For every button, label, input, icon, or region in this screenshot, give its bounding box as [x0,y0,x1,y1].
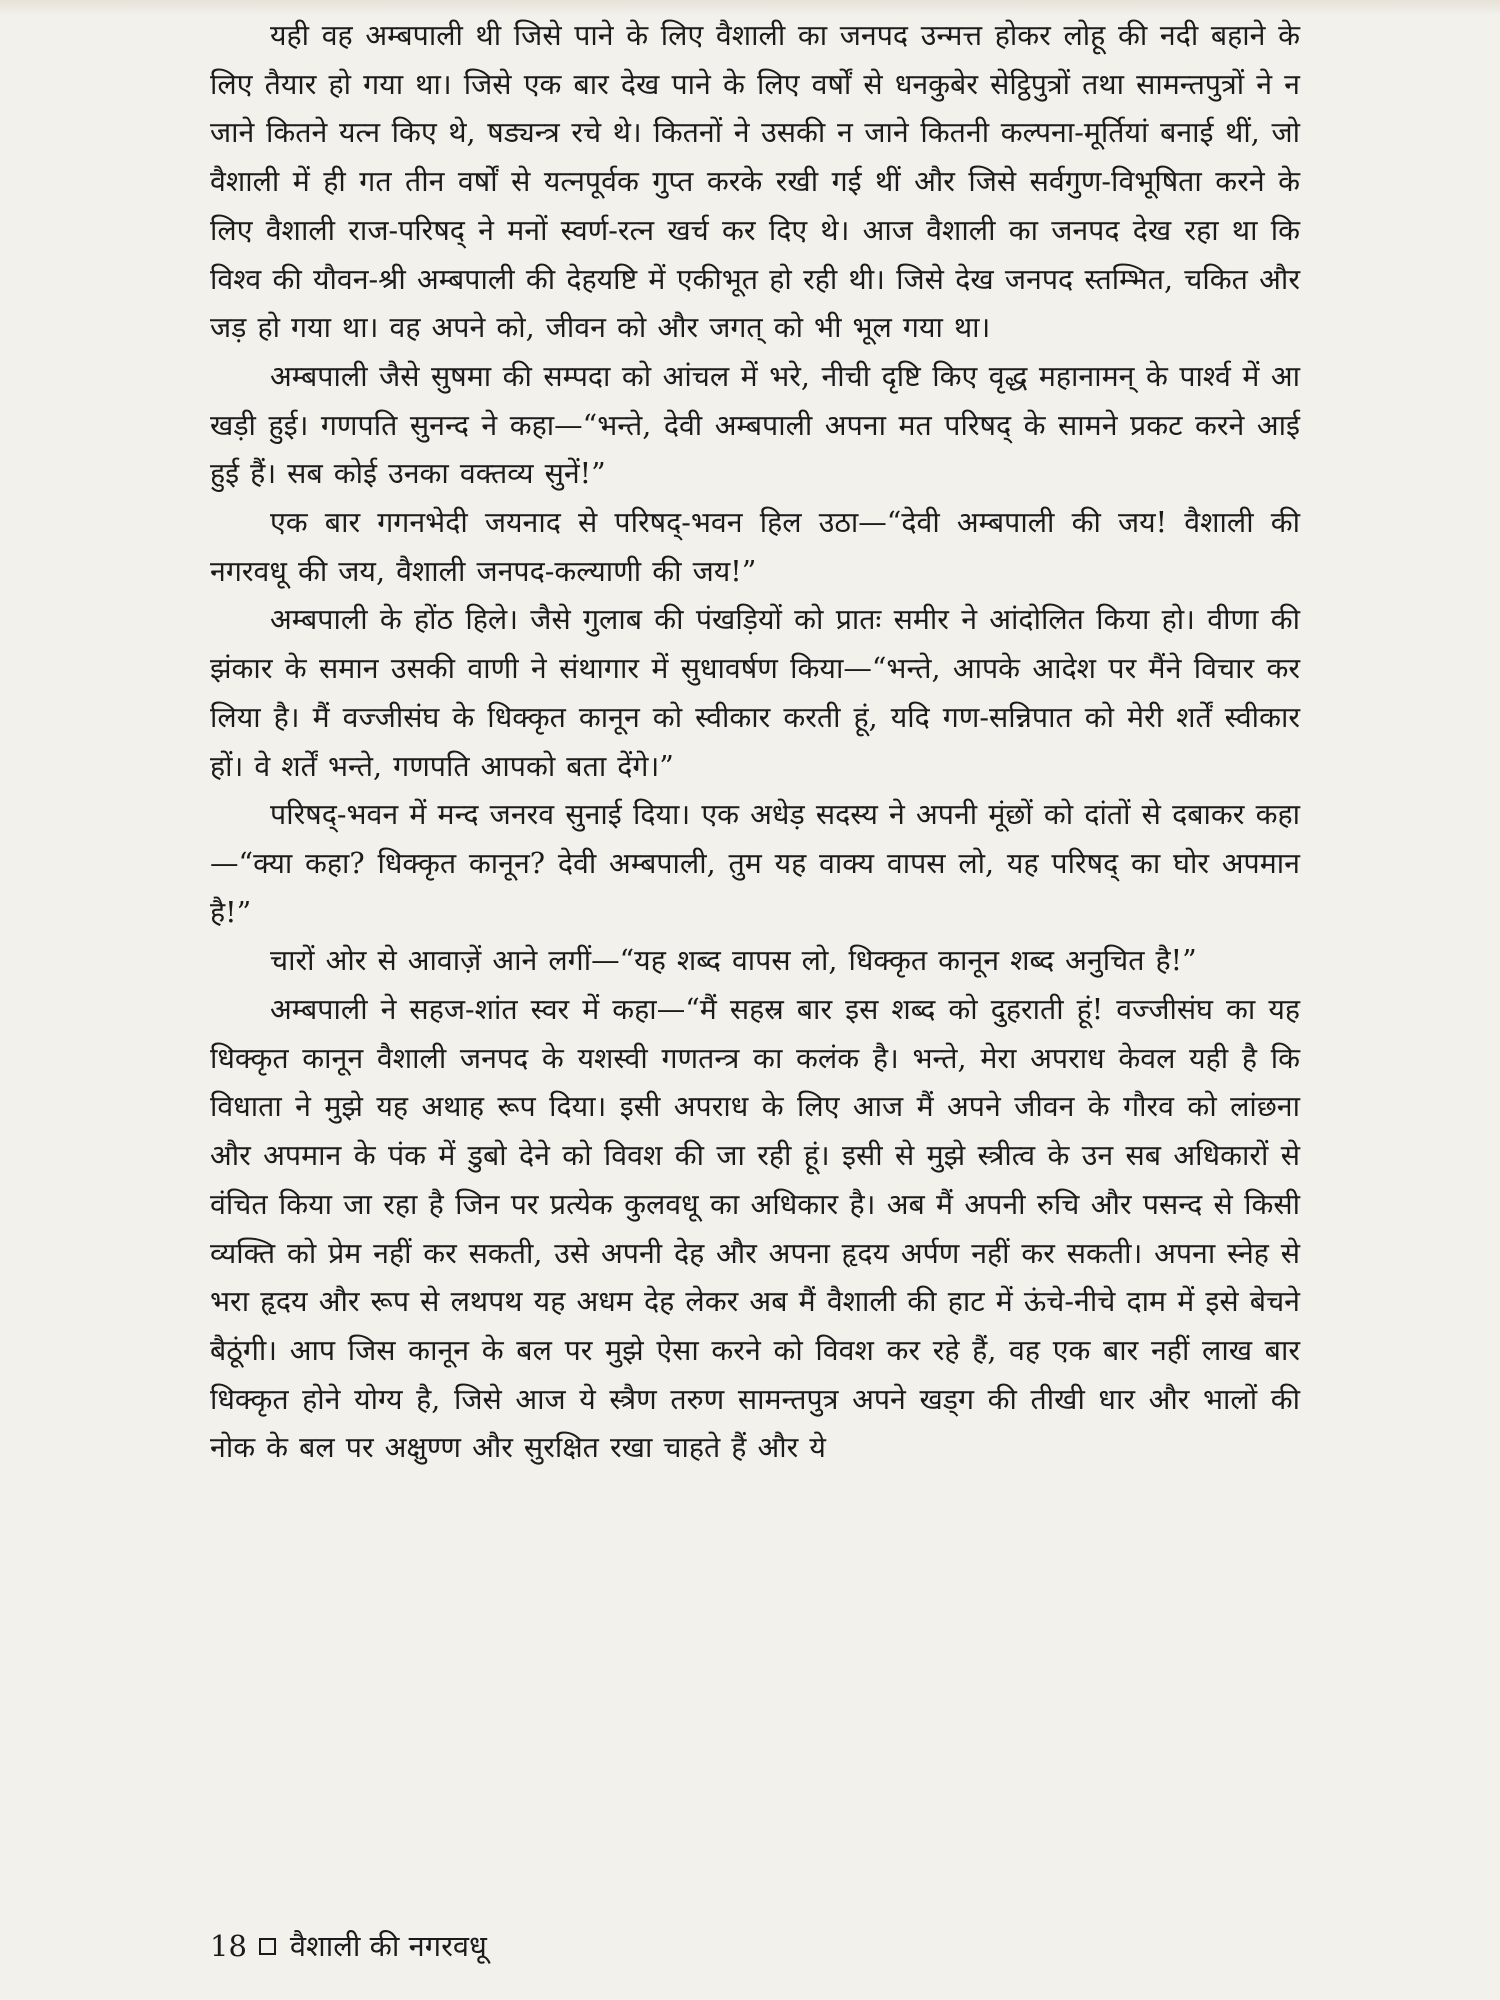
page-footer [210,1926,487,1966]
paragraph: एक बार गगनभेदी जयनाद से परिषद्-भवन हिल उठा—“देवी अम्बपाली की जय! वैशाली की नगरवधू की जय, वैशाली जनपद-कल्याणी की जय!” [210,506,1300,588]
page-number: 18 [210,1929,247,1963]
paragraph: परिषद्-भवन में मन्द जनरव सुनाई दिया। एक अधेड़ सदस्य ने अपनी मूंछों को दांतों से दबाकर कहा—“क्या कहा? धिक्कृत कानून? देवी अम्बपाली, तुम यह वाक्य वापस लो, यह परिषद् का घोर अपमान है!” [210,798,1300,929]
paragraph: अम्बपाली के होंठ हिले। जैसे गुलाब की पंखड़ियों को प्रातः समीर ने आंदोलित किया हो। वीणा की झंकार के समान उसकी वाणी ने संथागार में सुधावर्षण किया—“भन्ते, आपके आदेश पर मैंने विचार कर लिया है। मैं वज्जीसंघ के धिक्कृत कानून को स्वीकार करती हूं, यदि गण-सन्निपात को मेरी शर्तें स्वीकार हों। वे शर्तें भन्ते, गणपति आपको बता देंगे।” [210,603,1300,783]
page-top-bleed [0,0,1500,16]
hollow-square-icon [259,1938,276,1955]
paragraph: यही वह अम्बपाली थी जिसे पाने के लिए वैशाली का जनपद उन्मत्त होकर लोहू की नदी बहाने के लिए तैयार हो गया था। जिसे एक बार देख पाने के लिए वर्षों से धनकुबेर सेट्ठिपुत्रों तथा सामन्तपुत्रों ने न जाने कितने यत्न किए थे, षड्यन्त्र रचे थे। कितनों ने उसकी न जाने कितनी कल्पना-मूर्तियां बनाई थीं, जो वैशाली में ही गत तीन वर्षों से यत्नपूर्वक गुप्त करके रखी गई थीं और जिसे सर्वगुण-विभूषिता करने के लिए वैशाली राज-परिषद् ने मनों स्वर्ण-रत्न खर्च कर दिए थे। आज वैशाली का जनपद देख रहा था कि विश्व की यौवन-श्री अम्बपाली की देहयष्टि में एकीभूत हो रही थी। जिसे देख जनपद स्तम्भित, चकित और जड़ हो गया था। वह अपने को, जीवन को और जगत् को भी भूल गया था। [210,19,1300,345]
body-text [210,12,1300,1473]
paragraph: चारों ओर से आवाज़ें आने लगीं—“यह शब्द वापस लो, धिक्कृत कानून शब्द अनुचित है!” [270,944,1197,978]
book-title: वैशाली की नगरवधू [289,1929,487,1963]
paragraph: अम्बपाली ने सहज-शांत स्वर में कहा—“मैं सहस्र बार इस शब्द को दुहराती हूं! वज्जीसंघ का यह धिक्कृत कानून वैशाली जनपद के यशस्वी गणतन्त्र का कलंक है। भन्ते, मेरा अपराध केवल यही है कि विधाता ने मुझे यह अथाह रूप दिया। इसी अपराध के लिए आज मैं अपने जीवन के गौरव को लांछना और अपमान के पंक में डुबो देने को विवश की जा रही हूं। इसी से मुझे स्त्रीत्व के उन सब अधिकारों से वंचित किया जा रहा है जिन पर प्रत्येक कुलवधू का अधिकार है। अब मैं अपनी रुचि और पसन्द से किसी व्यक्ति को प्रेम नहीं कर सकती, उसे अपनी देह और अपना हृदय अर्पण नहीं कर सकती। अपना स्नेह से भरा हृदय और रूप से लथपथ यह अधम देह लेकर अब मैं वैशाली की हाट में ऊंचे-नीचे दाम में इसे बेचने बैठूंगी। आप जिस कानून के बल पर मुझे ऐसा करने को विवश कर रहे हैं, वह एक बार नहीं लाख बार धिक्कृत होने योग्य है, जिसे आज ये स्त्रैण तरुण सामन्तपुत्र अपने खड्ग की तीखी धार और भालों की नोक के बल पर अक्षुण्ण और सुरक्षित रखा चाहते हैं और ये [210,993,1300,1465]
paragraph: अम्बपाली जैसे सुषमा की सम्पदा को आंचल में भरे, नीची दृष्टि किए वृद्ध महानामन् के पार्श्व में आ खड़ी हुई। गणपति सुनन्द ने कहा—“भन्ते, देवी अम्बपाली अपना मत परिषद् के सामने प्रकट करने आई हुई हैं। सब कोई उनका वक्तव्य सुनें!” [210,359,1300,491]
